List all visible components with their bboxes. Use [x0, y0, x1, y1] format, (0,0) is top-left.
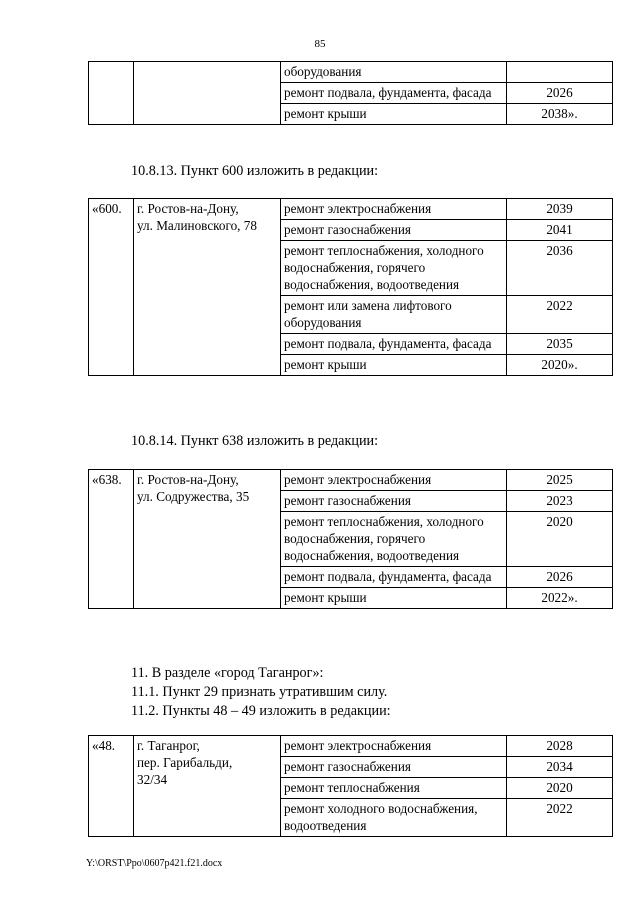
year-cell: 2020	[507, 778, 613, 799]
year-cell: 2026	[507, 83, 613, 104]
paragraph-11-1: 11.1. Пункт 29 признать утратившим силу.	[131, 684, 388, 700]
year-cell: 2035	[507, 334, 613, 355]
address-cell	[134, 62, 281, 125]
work-type-cell: ремонт крыши	[281, 588, 507, 609]
footer-file-path: Y:\ORST\Ppo\0607p421.f21.docx	[86, 858, 223, 869]
work-type-cell: ремонт электроснабжения	[281, 736, 507, 757]
paragraph-11: 11. В разделе «город Таганрог»:	[131, 665, 324, 681]
year-cell: 2039	[507, 199, 613, 220]
work-type-cell: ремонт крыши	[281, 355, 507, 376]
address-cell	[134, 470, 281, 609]
address-line: г. Ростов-на-Дону,	[137, 201, 239, 216]
address-line: ул. Содружества, 35	[137, 489, 250, 504]
paragraph-10-8-14: 10.8.14. Пункт 638 изложить в редакции:	[131, 433, 379, 449]
works-table-600	[88, 198, 613, 376]
year-cell: 2020».	[507, 355, 613, 376]
year-cell: 2020	[507, 512, 613, 567]
year-cell: 2038».	[507, 104, 613, 125]
work-type-cell: ремонт теплоснабжения	[281, 778, 507, 799]
work-type-cell: ремонт подвала, фундамента, фасада	[281, 83, 507, 104]
work-type-cell: ремонт электроснабжения	[281, 470, 507, 491]
address-line: ул. Малиновского, 78	[137, 218, 257, 233]
work-type-cell: ремонт холодного водоснабжения, водоотведения	[281, 799, 507, 837]
address-line: г. Таганрог,	[137, 738, 200, 753]
year-cell: 2034	[507, 757, 613, 778]
year-cell: 2041	[507, 220, 613, 241]
address-cell	[134, 199, 281, 376]
work-type-cell: ремонт теплоснабжения, холодного водоснабжения, горячего водоснабжения, водоотведения	[281, 512, 507, 567]
year-cell: 2022».	[507, 588, 613, 609]
table-row	[89, 470, 613, 491]
item-number-cell: «48.	[89, 736, 134, 837]
item-number-cell: «638.	[89, 470, 134, 609]
year-cell: 2036	[507, 241, 613, 296]
year-cell: 2026	[507, 567, 613, 588]
item-number-cell: «600.	[89, 199, 134, 376]
paragraph-10-8-13: 10.8.13. Пункт 600 изложить в редакции:	[131, 163, 379, 179]
address-cell	[134, 736, 281, 837]
address-line: г. Ростов-на-Дону,	[137, 472, 239, 487]
address-line: 32/34	[137, 772, 168, 787]
work-type-cell: оборудования	[281, 62, 507, 83]
work-type-cell: ремонт газоснабжения	[281, 757, 507, 778]
work-type-cell: ремонт газоснабжения	[281, 491, 507, 512]
table-row	[89, 62, 613, 83]
work-type-cell: ремонт или замена лифтового оборудования	[281, 296, 507, 334]
work-type-cell: ремонт крыши	[281, 104, 507, 125]
year-cell	[507, 62, 613, 83]
works-table-638	[88, 469, 613, 609]
item-number-cell	[89, 62, 134, 125]
works-table-48	[88, 735, 613, 837]
work-type-cell: ремонт подвала, фундамента, фасада	[281, 567, 507, 588]
page-number: 85	[314, 38, 326, 50]
work-type-cell: ремонт подвала, фундамента, фасада	[281, 334, 507, 355]
address-line: пер. Гарибальди,	[137, 755, 233, 770]
work-type-cell: ремонт газоснабжения	[281, 220, 507, 241]
table-row	[89, 199, 613, 220]
works-table-continuation	[88, 61, 613, 125]
year-cell: 2023	[507, 491, 613, 512]
year-cell: 2025	[507, 470, 613, 491]
year-cell: 2022	[507, 799, 613, 837]
year-cell: 2028	[507, 736, 613, 757]
table-row	[89, 736, 613, 757]
year-cell: 2022	[507, 296, 613, 334]
paragraph-11-2: 11.2. Пункты 48 – 49 изложить в редакции:	[131, 703, 391, 719]
work-type-cell: ремонт теплоснабжения, холодного водоснабжения, горячего водоснабжения, водоотведения	[281, 241, 507, 296]
work-type-cell: ремонт электроснабжения	[281, 199, 507, 220]
